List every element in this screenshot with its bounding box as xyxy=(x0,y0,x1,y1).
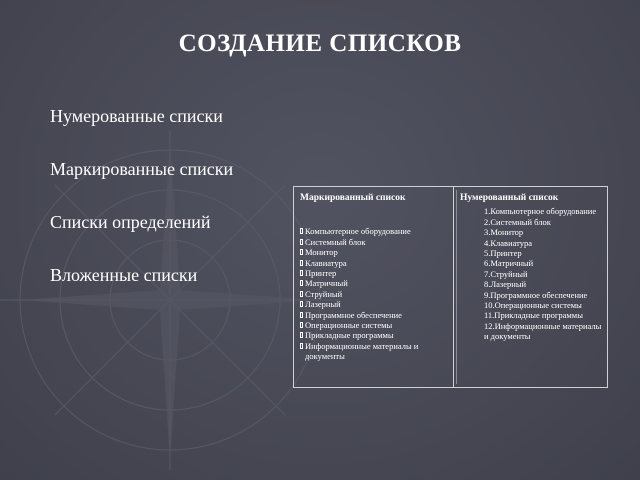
lists-comparison-table xyxy=(293,186,608,388)
list-item: Струйный xyxy=(300,289,448,299)
numbered-list-column xyxy=(460,193,605,342)
topic-item: Маркированные списки xyxy=(50,159,234,179)
list-item: 8.Лазерный xyxy=(484,279,527,290)
numbered-list-header: Нумерованный список xyxy=(460,193,559,203)
column-divider xyxy=(453,187,454,387)
list-item: 2.Системный блок xyxy=(484,216,551,227)
list-item: 9.Программное обеспечение xyxy=(484,289,588,300)
list-item: Программное обеспечение xyxy=(300,310,448,320)
list-item: Принтер xyxy=(300,268,448,278)
topic-item: Вложенные списки xyxy=(50,265,198,285)
marked-list xyxy=(300,226,448,361)
list-item: Матричный xyxy=(300,278,448,288)
list-item: Операционные системы xyxy=(300,320,448,330)
list-item: Лазерный xyxy=(300,299,448,309)
list-item: 11.Прикладные программы xyxy=(484,310,583,321)
list-item: Компьютерное оборудование xyxy=(300,226,448,236)
topics-list xyxy=(50,104,233,316)
list-item: 5.Принтер xyxy=(484,248,522,259)
marked-list-header: Маркированный список xyxy=(300,193,406,203)
list-item: 3.Монитор xyxy=(484,227,524,238)
list-item: 1.Компьютерное оборудование xyxy=(484,206,597,217)
slide-title: СОЗДАНИЕ СПИСКОВ xyxy=(178,30,462,57)
topic-item: Списки определений xyxy=(50,212,211,232)
list-item: Прикладные программы xyxy=(300,330,448,340)
list-item: 7.Струйный xyxy=(484,268,528,279)
topic-item: Нумерованные списки xyxy=(50,106,223,126)
list-item: 12.Информационные материалы и документы xyxy=(484,320,602,342)
list-item: Системный блок xyxy=(300,237,448,247)
list-item: Информационные материалы и документы xyxy=(300,341,448,362)
list-item: Клавиатура xyxy=(300,258,448,268)
list-item: Монитор xyxy=(300,247,448,257)
list-item: 10.Операционные системы xyxy=(484,300,582,311)
numbered-list xyxy=(460,206,605,341)
marked-list-column xyxy=(300,193,448,362)
list-item: 6.Матричный xyxy=(484,258,534,269)
list-item: 4.Клавиатура xyxy=(484,237,533,248)
inner-divider xyxy=(456,190,457,384)
